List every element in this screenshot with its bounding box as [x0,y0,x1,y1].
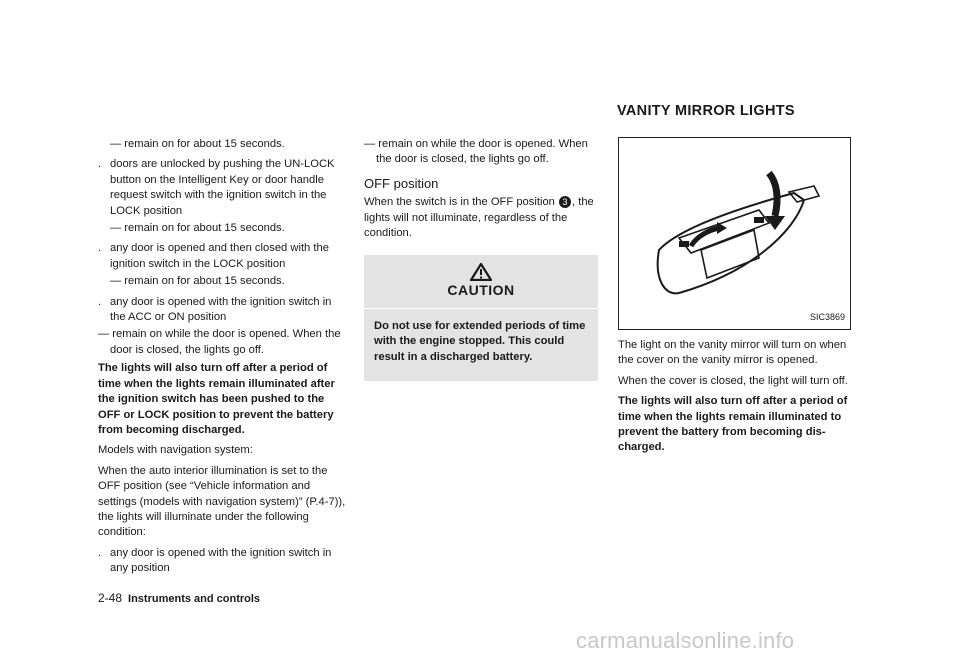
paragraph-text: When the switch is in the OFF position [364,196,555,209]
section-title: VANITY MIRROR LIGHTS [617,103,795,119]
list-item-text: any door is opened and then closed with the ignition switch in the LOCK position [110,242,329,270]
caution-text: Do not use for extended periods of time with the engine stopped. This could result in a discharged battery. [374,319,586,363]
paragraph [364,195,598,241]
paragraph-text: , the lights will not illuminate, regardless of the condition. [364,196,594,240]
column-1 [98,137,348,577]
list-item [98,157,348,219]
list-item [98,295,348,326]
paragraph: When the auto interior illumination is set to the OFF position (see “Vehicle information and settings (models with navigation system)” (P.4-7)), the lights will illuminate under the following condition: [98,464,346,539]
list-item [98,241,348,272]
page-number: 2-48 [98,591,123,605]
divider [364,308,598,309]
subheading: OFF position [364,175,439,191]
list-item-text: doors are unlocked by pushing the UN-LOCK button on the Intelligent Key or door handle request switch with the ignition switch in the LOCK position [110,158,335,217]
page-footer [98,591,260,605]
bold-paragraph: The lights will also turn off after a period of time when the lights remain illuminated to prevent the battery from becoming dis-charged. [618,395,848,454]
sub-note: — remain on while the door is opened. When the door is closed, the lights go off. [98,328,341,356]
column-2 [364,137,598,381]
bullet-dot: . [98,546,102,559]
sub-note: — remain on for about 15 seconds. [110,222,285,235]
list-item [98,546,348,577]
list-item-text: any door is opened with the ignition switch in the ACC or ON position [110,295,332,324]
column-3 [618,137,851,456]
list-item-text: any door is opened with the ignition switch in any position [110,546,332,575]
sub-note: — remain on for about 15 seconds. [110,138,285,150]
sun-visor-illustration [619,138,850,329]
bold-paragraph: The lights will also turn off after a period of time when the lights remain illuminated after the ignition switch has been pushed to the OFF or LOCK position to prevent the battery from becoming discharged. [98,362,335,436]
bullet-dot: . [98,242,102,255]
circled-number-icon: 3 [559,196,571,208]
caution-title: CAUTION [447,282,515,299]
caution-box [364,255,598,381]
paragraph: Models with navigation system: [98,444,253,457]
paragraph: The light on the vanity mirror will turn on when the cover on the vanity mirror is opened. [618,339,847,367]
footer-section: Instruments and controls [128,593,261,605]
warning-triangle-icon [470,263,492,281]
bullet-dot: . [98,158,102,171]
figure-code: SIC3869 [809,311,845,322]
watermark: carmanualsonline.info [576,628,795,653]
sub-note: — remain on while the door is opened. When the door is closed, the lights go off. [364,138,588,166]
bullet-dot: . [98,295,102,308]
paragraph: When the cover is closed, the light will turn off. [618,374,848,387]
sub-note: — remain on for about 15 seconds. [110,275,285,288]
vanity-mirror-figure [618,137,851,330]
